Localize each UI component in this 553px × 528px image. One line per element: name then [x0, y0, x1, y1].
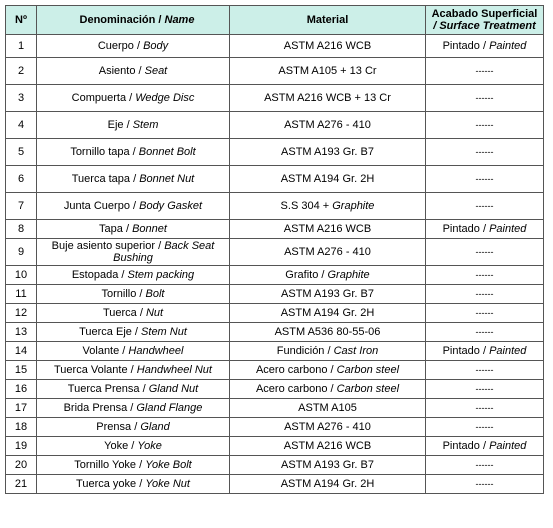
row-number: 18 [6, 418, 37, 437]
row-name: Tornillo tapa / Bonnet Bolt [37, 139, 230, 166]
row-material: ASTM A216 WCB [230, 437, 426, 456]
row-number: 14 [6, 342, 37, 361]
row-number: 7 [6, 193, 37, 220]
row-material: ASTM A105 + 13 Cr [230, 58, 426, 85]
table-row [6, 456, 544, 475]
row-number: 11 [6, 285, 37, 304]
row-name: Cuerpo / Body [37, 35, 230, 58]
row-name: Asiento / Seat [37, 58, 230, 85]
row-surface-treatment: ------ [426, 456, 544, 475]
row-name: Tuerca tapa / Bonnet Nut [37, 166, 230, 193]
table-row [6, 437, 544, 456]
table-row [6, 166, 544, 193]
row-surface-treatment: ------ [426, 323, 544, 342]
row-surface-treatment: ------ [426, 380, 544, 399]
table-row [6, 85, 544, 112]
row-surface-treatment: Pintado / Painted [426, 342, 544, 361]
row-name: Tapa / Bonnet [37, 220, 230, 239]
row-number: 5 [6, 139, 37, 166]
row-number: 1 [6, 35, 37, 58]
row-surface-treatment: ------ [426, 112, 544, 139]
table-row [6, 304, 544, 323]
row-surface-treatment: ------ [426, 418, 544, 437]
row-name: Tornillo / Bolt [37, 285, 230, 304]
row-number: 13 [6, 323, 37, 342]
row-name: Prensa / Gland [37, 418, 230, 437]
row-number: 19 [6, 437, 37, 456]
row-number: 16 [6, 380, 37, 399]
row-material: ASTM A194 Gr. 2H [230, 304, 426, 323]
table-row [6, 380, 544, 399]
row-surface-treatment: ------ [426, 266, 544, 285]
materials-table [5, 5, 544, 494]
table-row [6, 475, 544, 494]
row-number: 8 [6, 220, 37, 239]
row-material: Acero carbono / Carbon steel [230, 380, 426, 399]
header-surface-treatment: Acabado Superficial / Surface Treatment [426, 6, 544, 35]
row-material: ASTM A193 Gr. B7 [230, 285, 426, 304]
row-name: Volante / Handwheel [37, 342, 230, 361]
row-surface-treatment: ------ [426, 239, 544, 266]
table-row [6, 112, 544, 139]
table-row [6, 323, 544, 342]
row-name: Yoke / Yoke [37, 437, 230, 456]
header-row [6, 6, 544, 35]
table-row [6, 399, 544, 418]
table-row [6, 35, 544, 58]
row-name: Brida Prensa / Gland Flange [37, 399, 230, 418]
table-row [6, 266, 544, 285]
row-surface-treatment: ------ [426, 361, 544, 380]
table-row [6, 285, 544, 304]
table-body [6, 35, 544, 494]
table-row [6, 418, 544, 437]
row-surface-treatment: ------ [426, 475, 544, 494]
table-row [6, 139, 544, 166]
row-surface-treatment: ------ [426, 193, 544, 220]
row-name: Tuerca / Nut [37, 304, 230, 323]
row-number: 10 [6, 266, 37, 285]
table-row [6, 342, 544, 361]
table-row [6, 220, 544, 239]
row-surface-treatment: ------ [426, 58, 544, 85]
row-surface-treatment: Pintado / Painted [426, 35, 544, 58]
row-number: 2 [6, 58, 37, 85]
header-name: Denominación / Name [37, 6, 230, 35]
row-name: Estopada / Stem packing [37, 266, 230, 285]
row-material: ASTM A193 Gr. B7 [230, 139, 426, 166]
row-surface-treatment: ------ [426, 399, 544, 418]
row-name: Tuerca Volante / Handwheel Nut [37, 361, 230, 380]
row-surface-treatment: ------ [426, 304, 544, 323]
row-name: Tuerca Eje / Stem Nut [37, 323, 230, 342]
row-material: ASTM A193 Gr. B7 [230, 456, 426, 475]
row-number: 3 [6, 85, 37, 112]
row-number: 9 [6, 239, 37, 266]
row-material: Fundición / Cast Iron [230, 342, 426, 361]
row-material: ASTM A216 WCB [230, 35, 426, 58]
row-material: ASTM A536 80-55-06 [230, 323, 426, 342]
row-number: 17 [6, 399, 37, 418]
row-surface-treatment: ------ [426, 139, 544, 166]
row-name: Compuerta / Wedge Disc [37, 85, 230, 112]
row-material: ASTM A105 [230, 399, 426, 418]
table-row [6, 58, 544, 85]
row-material: Acero carbono / Carbon steel [230, 361, 426, 380]
row-material: Grafito / Graphite [230, 266, 426, 285]
table-row [6, 239, 544, 266]
table-row [6, 193, 544, 220]
row-number: 21 [6, 475, 37, 494]
row-material: ASTM A276 - 410 [230, 112, 426, 139]
row-surface-treatment: Pintado / Painted [426, 220, 544, 239]
row-surface-treatment: ------ [426, 85, 544, 112]
row-number: 6 [6, 166, 37, 193]
row-number: 15 [6, 361, 37, 380]
header-no: Nº [6, 6, 37, 35]
row-material: ASTM A216 WCB [230, 220, 426, 239]
row-name: Eje / Stem [37, 112, 230, 139]
row-name: Buje asiento superior / Back Seat Bushing [37, 239, 230, 266]
row-material: ASTM A216 WCB + 13 Cr [230, 85, 426, 112]
row-material: S.S 304 + Graphite [230, 193, 426, 220]
row-name: Junta Cuerpo / Body Gasket [37, 193, 230, 220]
row-number: 20 [6, 456, 37, 475]
row-name: Tornillo Yoke / Yoke Bolt [37, 456, 230, 475]
row-surface-treatment: ------ [426, 166, 544, 193]
row-name: Tuerca Prensa / Gland Nut [37, 380, 230, 399]
row-name: Tuerca yoke / Yoke Nut [37, 475, 230, 494]
row-number: 4 [6, 112, 37, 139]
row-surface-treatment: Pintado / Painted [426, 437, 544, 456]
header-material: Material [230, 6, 426, 35]
row-material: ASTM A276 - 410 [230, 239, 426, 266]
row-number: 12 [6, 304, 37, 323]
row-surface-treatment: ------ [426, 285, 544, 304]
table-row [6, 361, 544, 380]
row-material: ASTM A194 Gr. 2H [230, 166, 426, 193]
row-material: ASTM A194 Gr. 2H [230, 475, 426, 494]
row-material: ASTM A276 - 410 [230, 418, 426, 437]
